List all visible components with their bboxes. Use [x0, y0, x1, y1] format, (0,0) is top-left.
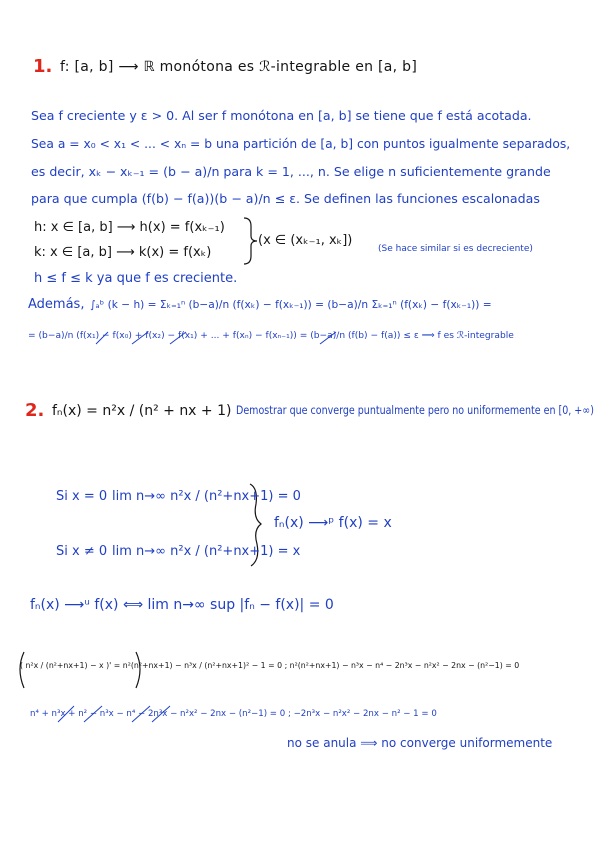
case-x-nonzero-label: Si x ≠ 0	[56, 544, 108, 559]
order-statement: h ≤ f ≤ k ya que f es creciente.	[34, 271, 238, 286]
integral-expression: ∫ₐᵇ (k − h) = Σₖ₌₁ⁿ (b−a)/n (f(xₖ) − f(xₖ₋₁)) = (b−a)/n Σₖ₌₁ⁿ (f(xₖ) − f(xₖ₋₁)) =	[90, 299, 492, 311]
uniform-convergence-definition: fₙ(x) ⟶ᵘ f(x) ⟺ lim n→∞ sup |fₙ − f(x)| = 0	[30, 597, 334, 613]
p1-line-2: Sea a = x₀ < x₁ < ... < xₙ = b una partición de [a, b] con puntos igualmente separados,	[31, 137, 571, 151]
problem-2-statement: Demostrar que converge puntualmente pero no uniformemente en [0, +∞)	[236, 403, 594, 417]
pointwise-limit: fₙ(x) ⟶ᵖ f(x) = x	[274, 515, 392, 531]
decreasing-note: (Se hace similar si es decreciente)	[378, 244, 533, 254]
p1-line-4: para que cumpla (f(b) − f(a))(b − a)/n ≤ ε. Se definen las funciones escalonadas	[31, 191, 540, 206]
case-x-zero-limit: lim n→∞ n²x / (n²+nx+1) = 0	[112, 489, 301, 504]
fn-definition: fₙ(x) = n²x / (n² + nx + 1)	[52, 403, 232, 419]
problem-1-number: 1.	[33, 56, 53, 77]
problem-2-number: 2.	[25, 400, 45, 421]
interval-condition: (x ∈ (xₖ₋₁, xₖ])	[258, 233, 353, 248]
h-definition: h: x ∈ [a, b] ⟶ h(x) = f(xₖ₋₁)	[34, 220, 225, 235]
ademas-label: Además,	[28, 297, 85, 312]
k-definition: k: x ∈ [a, b] ⟶ k(x) = f(xₖ)	[34, 245, 212, 260]
case-x-zero-label: Si x = 0	[56, 489, 108, 504]
case-x-nonzero-limit: lim n→∞ n²x / (n²+nx+1) = x	[112, 544, 301, 559]
simplified-equation: n⁴ + n³x + n² − n³x − n⁴ − 2n³x − n²x² − 2nx − (n²−1) = 0 ; −2n³x − n²x² − 2nx − n² − 1 = 0	[30, 709, 437, 719]
conclusion: no se anula ⟹ no converge uniformemente	[287, 736, 553, 750]
problem-1-title: f: [a, b] ⟶ ℝ monótona es ℛ-integrable en [a, b]	[60, 59, 418, 75]
p1-line-3: es decir, xₖ − xₖ₋₁ = (b − a)/n para k = 1, ..., n. Se elige n suficientemente grande	[31, 164, 551, 179]
derivative-equation: ( n²x / (n²+nx+1) − x )' = n²(n²+nx+1) − n³x / (n²+nx+1)² − 1 = 0 ; n²(n²+nx+1) − n³x − n⁴ − 2n³x − n²x² − 2nx − (n²−1) = 0	[20, 661, 520, 670]
telescoping-sum: = (b−a)/n (f(x₁) − f(x₀) + f(x₂) − f(x₁) + ... + f(xₙ) − f(xₙ₋₁)) = (b−a)/n (f(b) − f(a)) ≤ ε ⟹ f es ℛ-integrable	[28, 331, 514, 341]
p1-line-1: Sea f creciente y ε > 0. Al ser f monótona en [a, b] se tiene que f está acotada.	[31, 108, 532, 123]
